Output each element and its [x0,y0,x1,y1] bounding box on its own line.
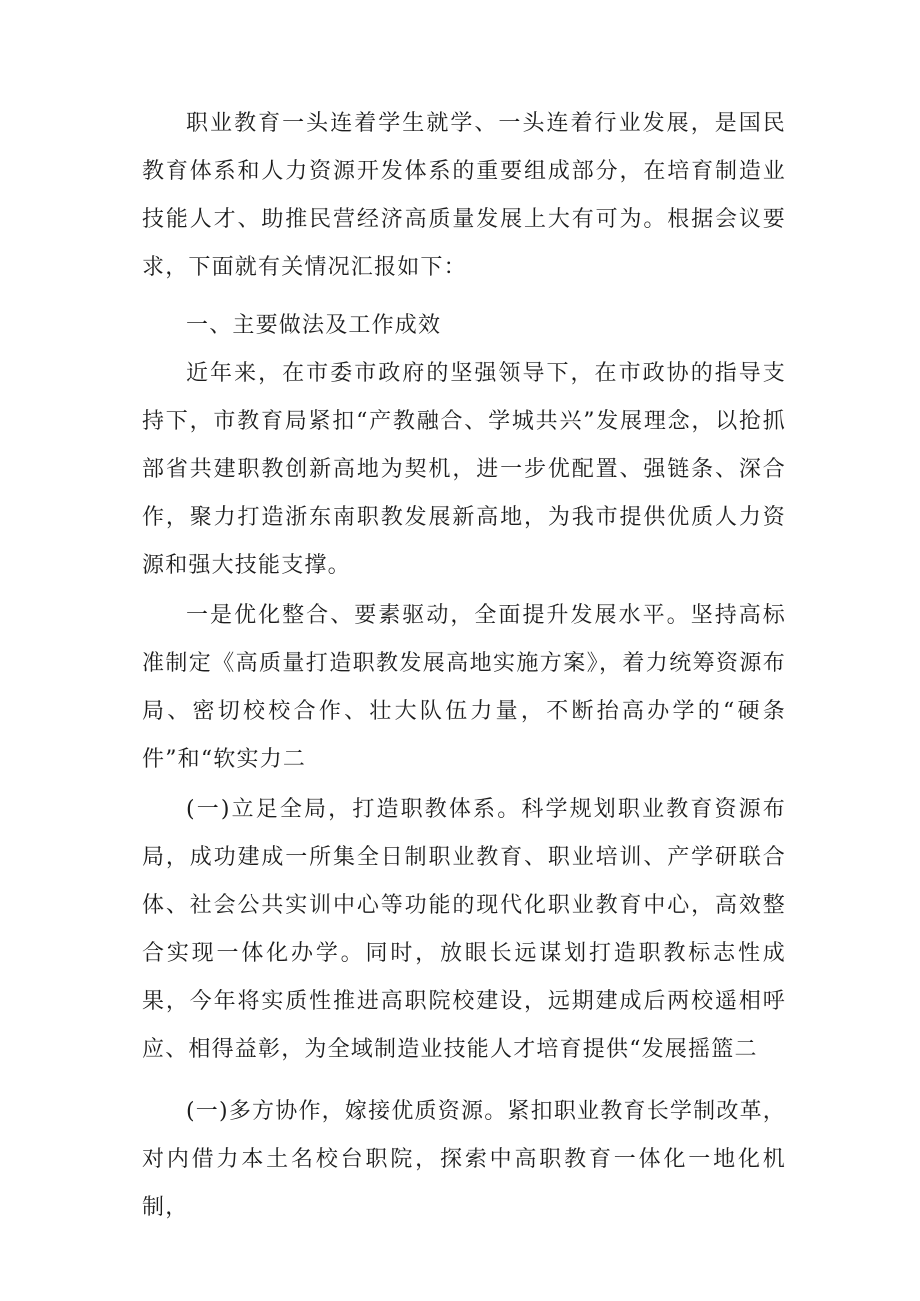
overview-paragraph: 近年来，在市委市政府的坚强领导下，在市政协的指导支持下，市教育局紧扣“产教融合、学城共兴”发展理念，以抢抓部省共建职教创新高地为契机，进一步优配置、强链条、深合作，聚力打造浙东南职教发展新高地，为我市提供优质人力资源和强大技能支撑。 [142,361,786,578]
point-one-paragraph: 一是优化整合、要素驱动，全面提升发展水平。坚持高标准制定《高质量打造职教发展高地实施方案》，着力统筹资源布局、密切校校合作、壮大队伍力量，不断抬高办学的“硬条件”和“软实力二 [142,603,786,772]
intro-paragraph: 职业教育一头连着学生就学、一头连着行业发展，是国民教育体系和人力资源开发体系的重要组成部分，在培育制造业技能人才、助推民营经济高质量发展上大有可为。根据会议要求，下面就有关情况汇报如下： [142,111,786,280]
subpoint-paragraph-2: (一)多方协作，嫁接优质资源。紧扣职业教育长学制改革，对内借力本土名校台职院，探索中高职教育一体化一地化机制， [142,1099,786,1220]
section-heading: 一、主要做法及工作成效 [186,313,442,338]
subpoint-paragraph-1: (一)立足全局，打造职教体系。科学规划职业教育资源布局，成功建成一所集全日制职业教育、职业培训、产学研联合体、社会公共实训中心等功能的现代化职业教育中心，高效整合实现一体化办学。同时，放眼长远谋划打造职教标志性成果，今年将实质性推进高职院校建设，远期建成后两校遥相呼应、相得益彰，为全域制造业技能人才培育提供“发展摇篮二 [142,797,786,1062]
